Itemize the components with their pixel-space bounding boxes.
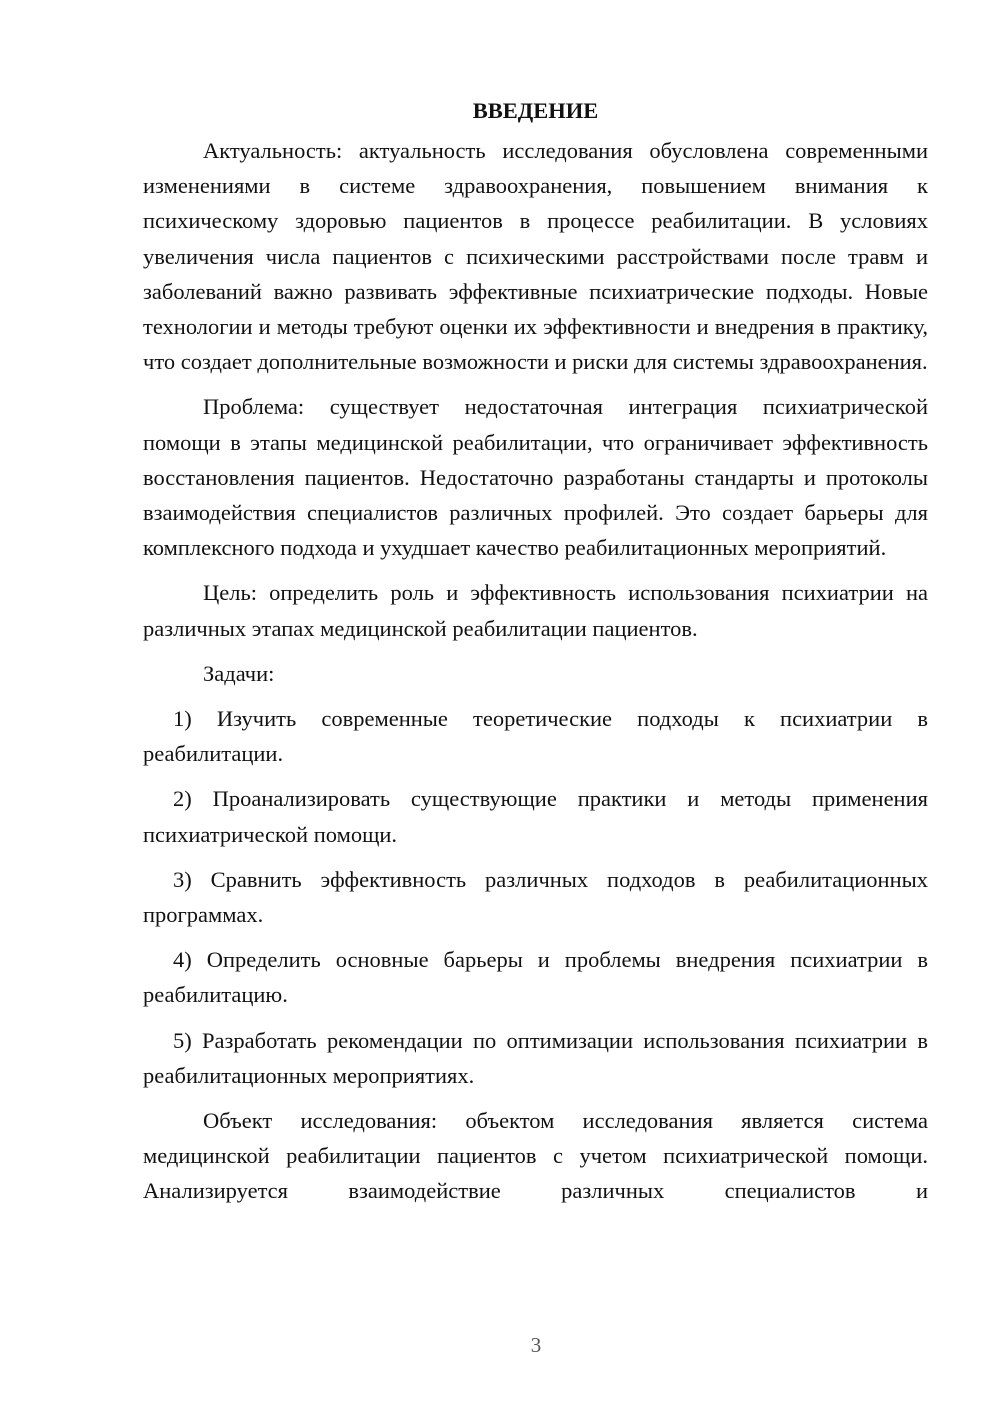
problem-paragraph: Проблема: существует недостаточная интеграция психиатрической помощи в этапы медицинской реабилитации, что ограничивает эффективность восстановления пациентов. Недостаточно разработаны стандарты и протоколы взаимодействия специалистов различных профилей. Это создает барьеры для комплексного подхода и ухудшает качество реабилитационных мероприятий. — [143, 394, 928, 561]
task-item: 4) Определить основные барьеры и проблемы внедрения психиатрии в реабилитацию. — [143, 947, 928, 1008]
document-page — [143, 93, 928, 1219]
task-item: 3) Сравнить эффективность различных подходов в реабилитационных программах. — [143, 866, 928, 928]
task-item: 1) Изучить современные теоретические подходы к психиатрии в реабилитации. — [143, 706, 928, 767]
goal-paragraph: Цель: определить роль и эффективность использования психиатрии на различных этапах медицинской реабилитации пациентов. — [143, 580, 928, 641]
task-item: 2) Проанализировать существующие практики и методы применения психиатрической помощи. — [143, 786, 928, 847]
object-paragraph: Объект исследования: объектом исследования является система медицинской реабилитации пациентов с учетом психиатрической помощи. Анализируется взаимодействие различных специалистов и — [143, 1108, 928, 1204]
section-title: ВВЕДЕНИЕ — [472, 98, 599, 123]
relevance-paragraph: Актуальность: актуальность исследования обусловлена современными изменениями в системе здравоохранения, повышением внимания к психическому здоровью пациентов в процессе реабилитации. В условиях увеличения числа пациентов с психическими расстройствами после травм и заболеваний важно развивать эффективные психиатрические подходы. Новые технологии и методы требуют оценки их эффективности и внедрения в практику, что создает дополнительные возможности и риски для системы здравоохранения. — [143, 138, 928, 375]
page-number: 3 — [530, 1333, 542, 1357]
task-item: 5) Разработать рекомендации по оптимизации использования психиатрии в реабилитационных мероприятиях. — [143, 1027, 928, 1088]
tasks-heading: Задачи: — [203, 660, 275, 686]
